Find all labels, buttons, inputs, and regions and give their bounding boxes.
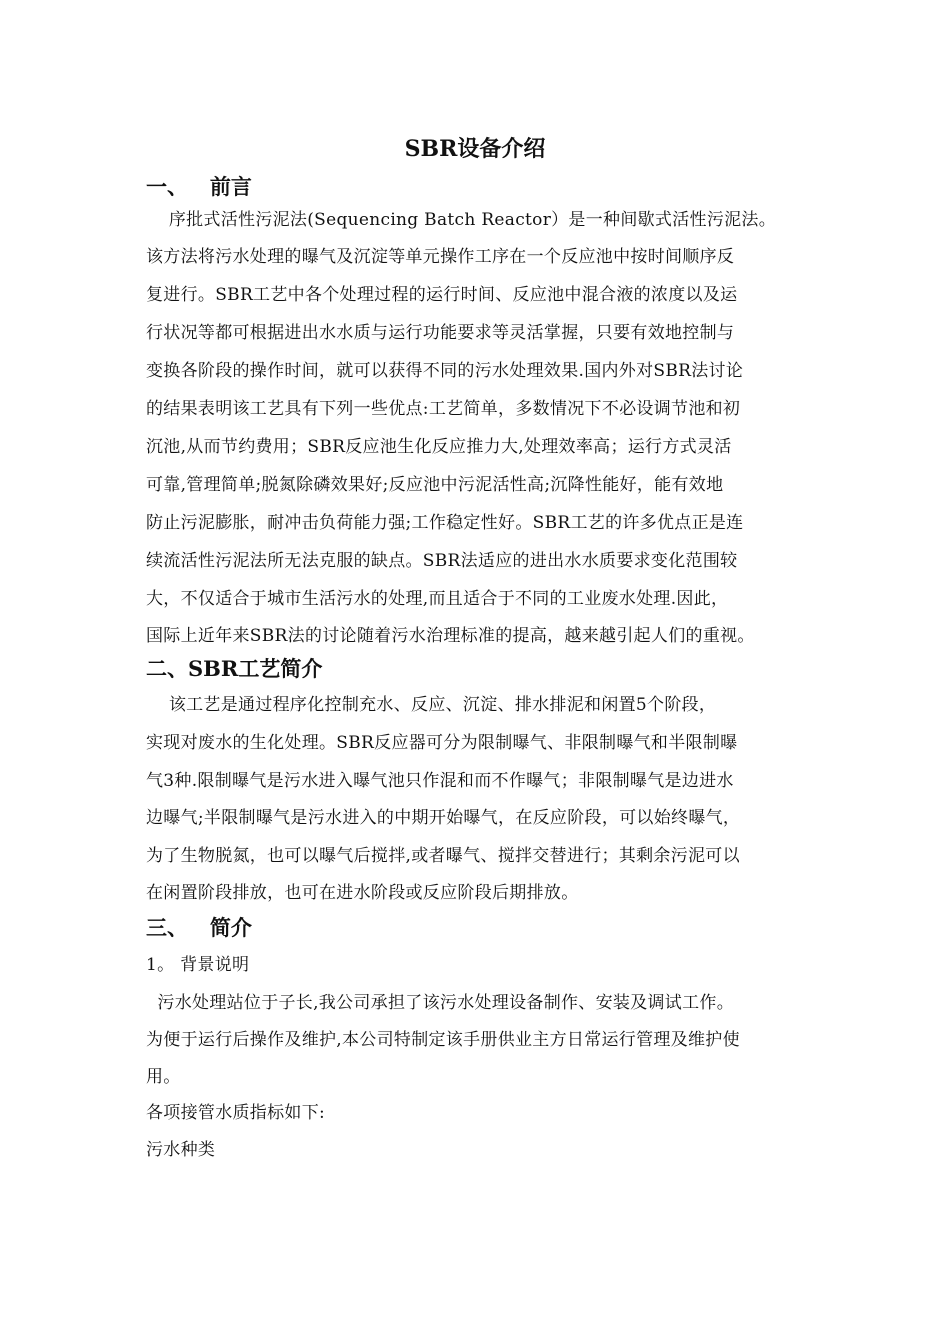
paragraph-line: 沉池,从而节约费用；SBR反应池生化反应推力大,处理效率高；运行方式灵活 xyxy=(146,437,732,457)
paragraph-line: 为了生物脱氮，也可以曝气后搅拌,或者曝气、搅拌交替进行；其剩余污泥可以 xyxy=(146,846,740,866)
paragraph-line: 国际上近年来SBR法的讨论随着污水治理标准的提高，越来越引起人们的重视。 xyxy=(146,626,755,646)
subheading-background: 1。 背景说明 xyxy=(146,955,250,975)
paragraph-line: 续流活性污泥法所无法克服的缺点。SBR法适应的进出水水质要求变化范围较 xyxy=(146,551,738,571)
section-heading-sbr-process: 二、SBR工艺简介 xyxy=(146,656,323,681)
paragraph-line: 行状况等都可根据进出水水质与运行功能要求等灵活掌握，只要有效地控制与 xyxy=(146,323,735,343)
paragraph-line: 气3种.限制曝气是污水进入曝气池只作混和而不作曝气；非限制曝气是边进水 xyxy=(146,771,734,791)
paragraph-line: 变换各阶段的操作时间，就可以获得不同的污水处理效果.国内外对SBR法讨论 xyxy=(146,361,744,381)
paragraph-line: 为便于运行后操作及维护,本公司特制定该手册供业主方日常运行管理及维护使 xyxy=(146,1030,740,1050)
paragraph-line: 污水处理站位于子长,我公司承担了该污水处理设备制作、安装及调试工作。 xyxy=(146,993,735,1013)
paragraph-line: 该工艺是通过程序化控制充水、反应、沉淀、排水排泥和闲置5个阶段， xyxy=(146,695,717,715)
paragraph-line: 各项接管水质指标如下: xyxy=(146,1103,326,1123)
paragraph-line: 该方法将污水处理的曝气及沉淀等单元操作工序在一个反应池中按时间顺序反 xyxy=(146,247,735,267)
paragraph-line: 在闲置阶段排放，也可在进水阶段或反应阶段后期排放。 xyxy=(146,883,579,903)
section-heading-preface: 一、 前言 xyxy=(146,174,252,199)
paragraph-line: 用。 xyxy=(146,1067,181,1087)
section-heading-introduction: 三、 简介 xyxy=(146,915,252,940)
paragraph-line: 边曝气;半限制曝气是污水进入的中期开始曝气，在反应阶段，可以始终曝气， xyxy=(146,808,741,828)
paragraph-line: 实现对废水的生化处理。SBR反应器可分为限制曝气、非限制曝气和半限制曝 xyxy=(146,733,738,753)
paragraph-line: 序批式活性污泥法(Sequencing Batch Reactor）是一种间歇式活性污泥法。 xyxy=(146,210,777,230)
paragraph-line: 可靠,管理简单;脱氮除磷效果好;反应池中污泥活性高;沉降性能好，能有效地 xyxy=(146,475,724,495)
paragraph-line: 复进行。SBR工艺中各个处理过程的运行时间、反应池中混合液的浓度以及运 xyxy=(146,285,738,305)
paragraph-line: 的结果表明该工艺具有下列一些优点:工艺简单，多数情况下不必设调节池和初 xyxy=(146,399,741,419)
paragraph-line: 防止污泥膨胀，耐冲击负荷能力强;工作稳定性好。SBR工艺的许多优点正是连 xyxy=(146,513,744,533)
paragraph-line: 污水种类 xyxy=(146,1140,216,1160)
document-title: SBR设备介绍 xyxy=(404,136,546,162)
paragraph-line: 大，不仅适合于城市生活污水的处理,而且适合于不同的工业废水处理.因此， xyxy=(146,589,729,609)
